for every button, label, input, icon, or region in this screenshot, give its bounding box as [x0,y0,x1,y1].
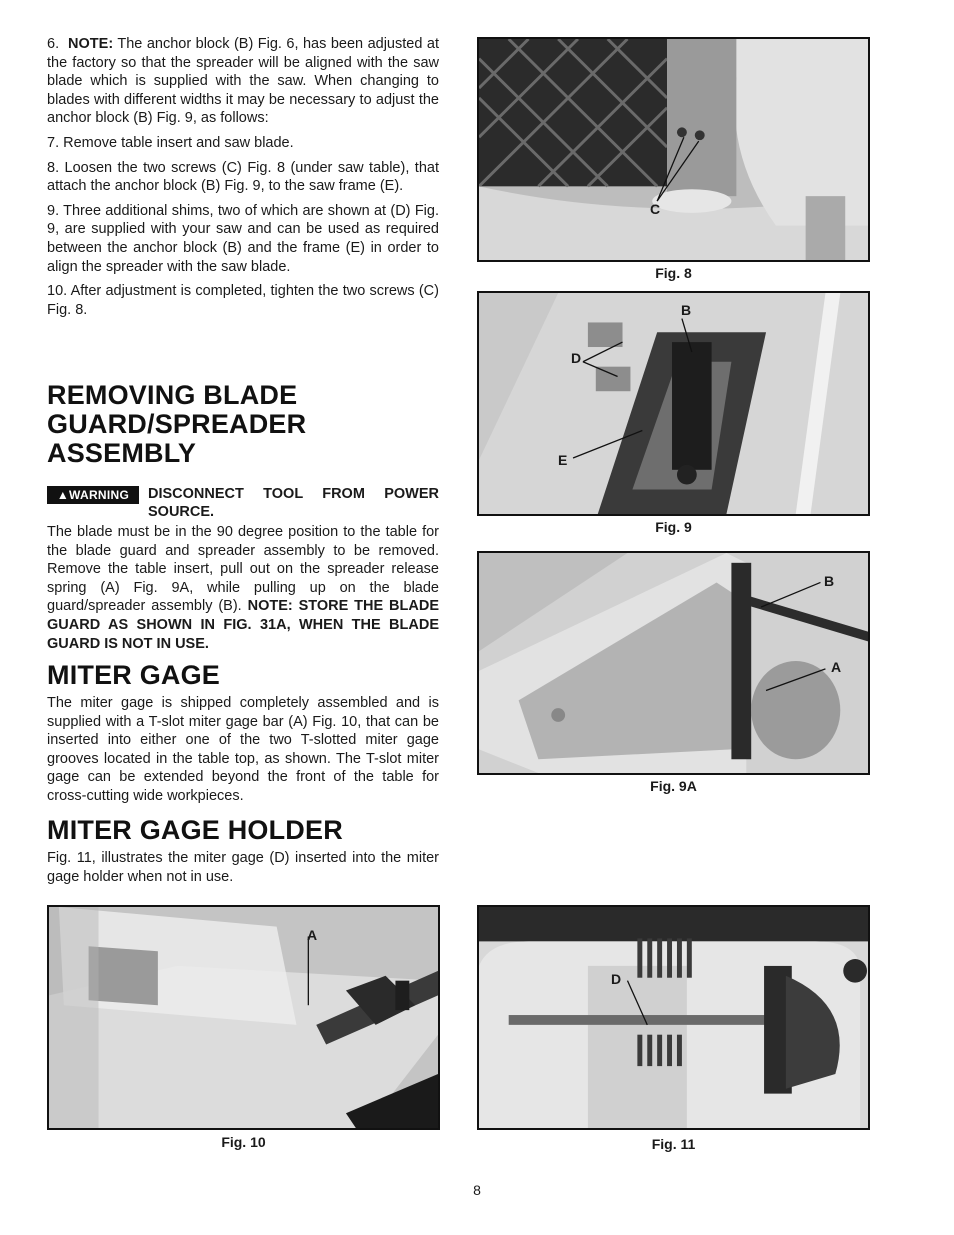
step-9: 9. Three additional shims, two of which are shown at (D) Fig. 9, are supplied with your saw and can be used as required between the anchor block (B) and the frame (E) in order to align the spreader with the saw blade. [47,202,439,275]
fig9a-label-b: B [824,573,835,589]
fig9-label-e: E [558,452,568,468]
fig8-caption: Fig. 8 [655,265,692,281]
step-7: 7. Remove table insert and saw blade. [47,134,294,151]
fig9a-label-a: A [831,659,842,675]
holder-body: Fig. 11, illustrates the miter gage (D) inserted into the miter gage holder when not in use. [47,850,439,885]
step-8: 8. Loosen the two screws (C) Fig. 8 (under saw table), that attach the anchor block (B) Fig. 9, to the saw frame (E). [47,159,439,195]
step-10: 10. After adjustment is completed, tighten the two screws (C) Fig. 8. [47,283,439,318]
warning-badge: ▲WARNING [47,486,139,504]
fig8-label-c: C [650,201,661,217]
warning-triangle-icon: ▲ [56,488,70,502]
fig9a-caption: Fig. 9A [650,778,697,794]
removing-body: The blade must be in the 90 degree position to the table for the blade guard and spreader assembly to be removed. Remove the table insert, pull out on the spreader release spring (A) Fig. 9A, while pulling up on the blade guard/spreader assembly (B). NOTE: STORE THE BLADE GUARD AS SHOWN IN FIG. 31A, WHEN THE BLADE GUARD IS NOT IN USE. [47,524,440,652]
fig9-image [477,291,870,516]
miter-heading: MITER GAGE [47,660,221,690]
warning-text: DISCONNECT TOOL FROM POWER SOURCE. [148,486,439,520]
fig10-label-a: A [307,927,318,943]
fig11-image [477,905,870,1130]
holder-heading: MITER GAGE HOLDER [47,815,343,845]
holder-section [47,816,439,892]
fig9-label-d: D [571,350,582,366]
miter-body: The miter gage is shipped completely assembled and is supplied with a T-slot miter gage bar (A) Fig. 10, that can be inserted into either one of the two T-slotted miter gage grooves located in the table top, as shown. The T-slot miter gage can be extended beyond the front of the table for cross-cutting wide workpieces. [47,695,439,804]
page-number: 8 [473,1182,481,1198]
fig10-image [47,905,440,1130]
fig11-caption: Fig. 11 [651,1136,696,1152]
fig8-image [477,37,870,262]
miter-section [47,661,439,812]
step-6: 6. NOTE: The anchor block (B) Fig. 6, has been adjusted at the factory so that the spreader will be aligned with the saw blade which is supplied with the saw. When changing to blades with different widths it may be necessary to adjust the anchor block (B) Fig. 9, as follows: [47,36,439,127]
removing-heading: REMOVING BLADE GUARD/SPREADER ASSEMBLY [47,380,307,468]
fig9-label-b: B [681,302,692,318]
steps-section [47,35,439,325]
fig11-label-d: D [611,971,622,987]
fig9-caption: Fig. 9 [655,519,692,535]
fig10-caption: Fig. 10 [221,1134,266,1150]
fig9a-image [477,551,870,775]
warning-block [47,485,439,521]
